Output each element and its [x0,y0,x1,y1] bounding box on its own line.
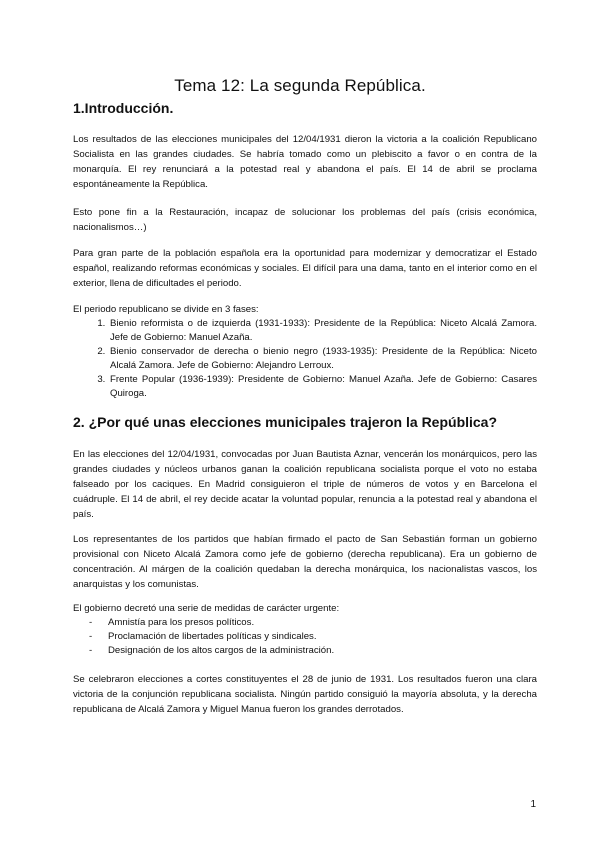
bullet-dash: - [89,617,93,628]
bullet-dash: - [89,645,93,656]
section2-paragraph-1: En las elecciones del 12/04/1931, convocadas por Juan Bautista Aznar, vencerán los monárquicos, pero las grandes ciudades y núcleos urbanos ganan la coalición republicana socialista porque el voto no estaba falseado por los caciques. En Madrid consiguieron el triple de números de votos y en Barcelona el cuádruple. El 14 de abril, el rey decide acatar la voluntad popular, renuncia a la potestad real y abandona el país. [73,449,537,520]
section2-paragraph-3: El gobierno decretó una serie de medidas de carácter urgente: [73,603,340,614]
section1-paragraph-1: Los resultados de las elecciones municipales del 12/04/1931 dieron la victoria a la coalición Republicano Socialista en las grandes ciudades. Se habría tomado como un plebiscito a favor o en contra de la monarquía. El rey renunciará a la potestad real y abandona el país. El 14 de abril se proclama espontáneamente la República. [73,134,537,190]
phase-item: 1. Bienio reformista o de izquierda (1931-1933): Presidente de la República: Niceto Alcalá Zamora. Jefe de Gobierno: Manuel Azaña. [108,317,537,345]
page-number: 1 [530,799,536,810]
measure-text: Amnistía para los presos políticos. [108,617,255,628]
section2-paragraph-4: Se celebraron elecciones a cortes constituyentes el 28 de junio de 1931. Los resultados fueron una clara victoria de la conjunción republicana socialista. Ningún partido consiguió la mayoría absoluta, y la derecha republicana de Alcalá Zamora y Miguel Manua fueron los grandes derrotados. [73,674,537,715]
measure-text: Proclamación de libertades políticas y sindicales. [108,631,317,642]
list-item [89,630,537,644]
phase-item: 3. Frente Popular (1936-1939): Presidente de Gobierno: Manuel Azaña. Jefe de Gobierno: Casares Quiroga. [108,373,537,401]
section1-paragraph-2: Esto pone fin a la Restauración, incapaz de solucionar los problemas del país (crisis económica, nacionalismos…) [73,207,537,233]
section2-paragraph-2: Los representantes de los partidos que habían firmado el pacto de San Sebastián forman un gobierno provisional con Niceto Alcalá Zamora como jefe de gobierno (derecha republicana). Era un gobierno de concentración. Al márgen de la coalición quedaban la derecha monárquica, los nacionalistas vascos, los anarquistas y los comunistas. [73,534,537,590]
section1-paragraph-4: El periodo republicano se divide en 3 fases: [73,304,259,315]
bullet-dash: - [89,631,93,642]
document-title: Tema 12: La segunda República. [174,76,426,95]
list-item [89,616,537,630]
section1-paragraph-3: Para gran parte de la población española era la oportunidad para modernizar y democratizar el Estado español, realizando reformas económicas y sociales. El difícil para una dama, tanto en el interior como en el exterior, llena de dificultades el periodo. [73,248,537,289]
measures-list [73,616,537,658]
measure-text: Designación de los altos cargos de la administración. [108,645,335,656]
phases-list [73,317,537,401]
section1-heading: 1.Introducción. [73,100,174,116]
phase-item: 2. Bienio conservador de derecha o bienio negro (1933-1935): Presidente de la República: Niceto Alcalá Zamora. Jefe de Gobierno: Alejandro Lerroux. [108,345,537,373]
list-item [89,644,537,658]
section2-heading: 2. ¿Por qué unas elecciones municipales trajeron la República? [73,414,498,430]
